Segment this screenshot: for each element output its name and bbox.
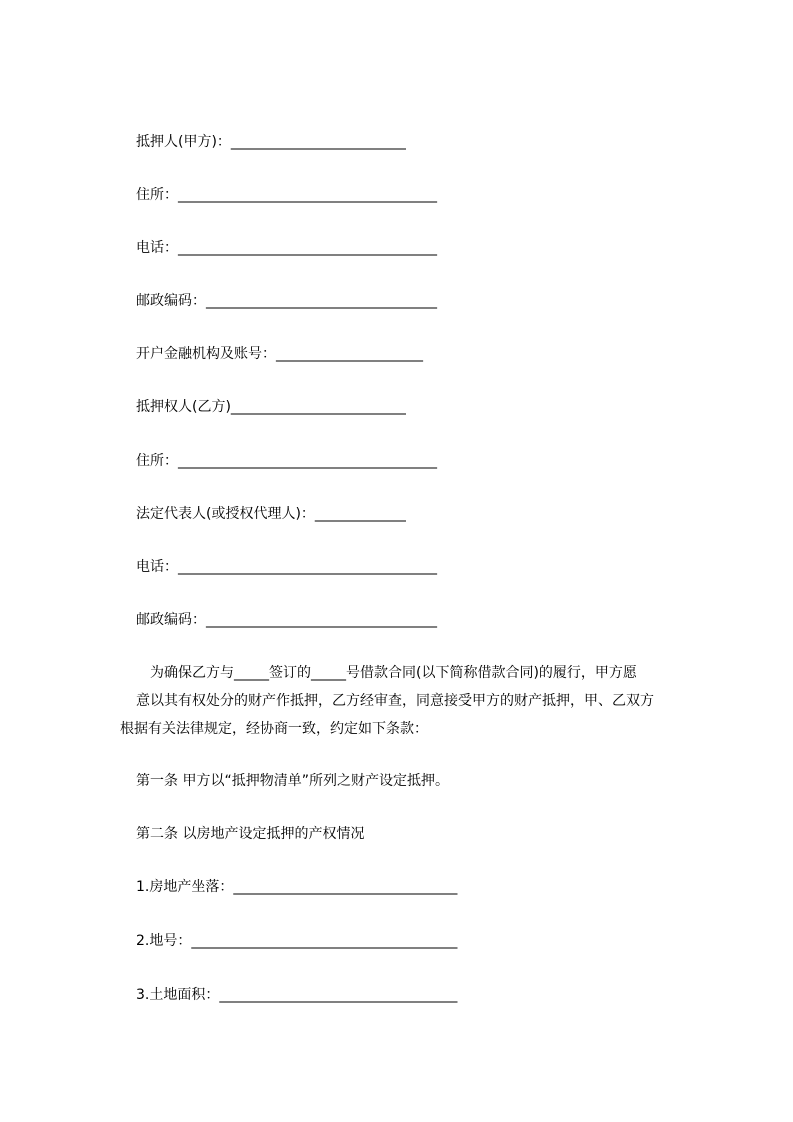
- article-2: 第二条 以房地产设定抵押的产权情况: [136, 826, 365, 842]
- property-lot-number-field: 2.地号：______________________________________: [136, 933, 458, 949]
- preamble-line-3: 根据有关法律规定，经协商一致，约定如下条款：: [120, 721, 428, 737]
- mortgagor-phone-field: 电话：_____________________________________: [136, 240, 437, 256]
- mortgagee-address-field: 住所：_____________________________________: [136, 453, 437, 469]
- mortgagor-bank-field: 开户金融机构及账号：_____________________: [136, 346, 423, 362]
- mortgagee-phone-field: 电话：_____________________________________: [136, 559, 437, 575]
- property-location-field: 1.房地产坐落：________________________________: [136, 879, 458, 895]
- mortgagor-field: 抵押人(甲方)：_________________________: [136, 134, 406, 150]
- mortgagee-representative-field: 法定代表人(或授权代理人)：_____________: [136, 506, 406, 522]
- preamble-line-2: 意以其有权处分的财产作抵押，乙方经审查，同意接受甲方的财产抵押，甲、乙双方: [136, 693, 654, 709]
- mortgagor-address-field: 住所：_____________________________________: [136, 187, 437, 203]
- article-1: 第一条 甲方以“抵押物清单”所列之财产设定抵押。: [136, 773, 449, 789]
- property-land-area-field: 3.土地面积：__________________________________: [136, 987, 458, 1003]
- mortgagee-postcode-field: 邮政编码：_________________________________: [136, 612, 437, 628]
- preamble-line-1: 为确保乙方与_____签订的_____号借款合同(以下简称借款合同)的履行，甲方愿: [150, 665, 637, 681]
- mortgagor-postcode-field: 邮政编码：_________________________________: [136, 293, 437, 309]
- mortgagee-field: 抵押权人(乙方)_________________________: [136, 399, 406, 415]
